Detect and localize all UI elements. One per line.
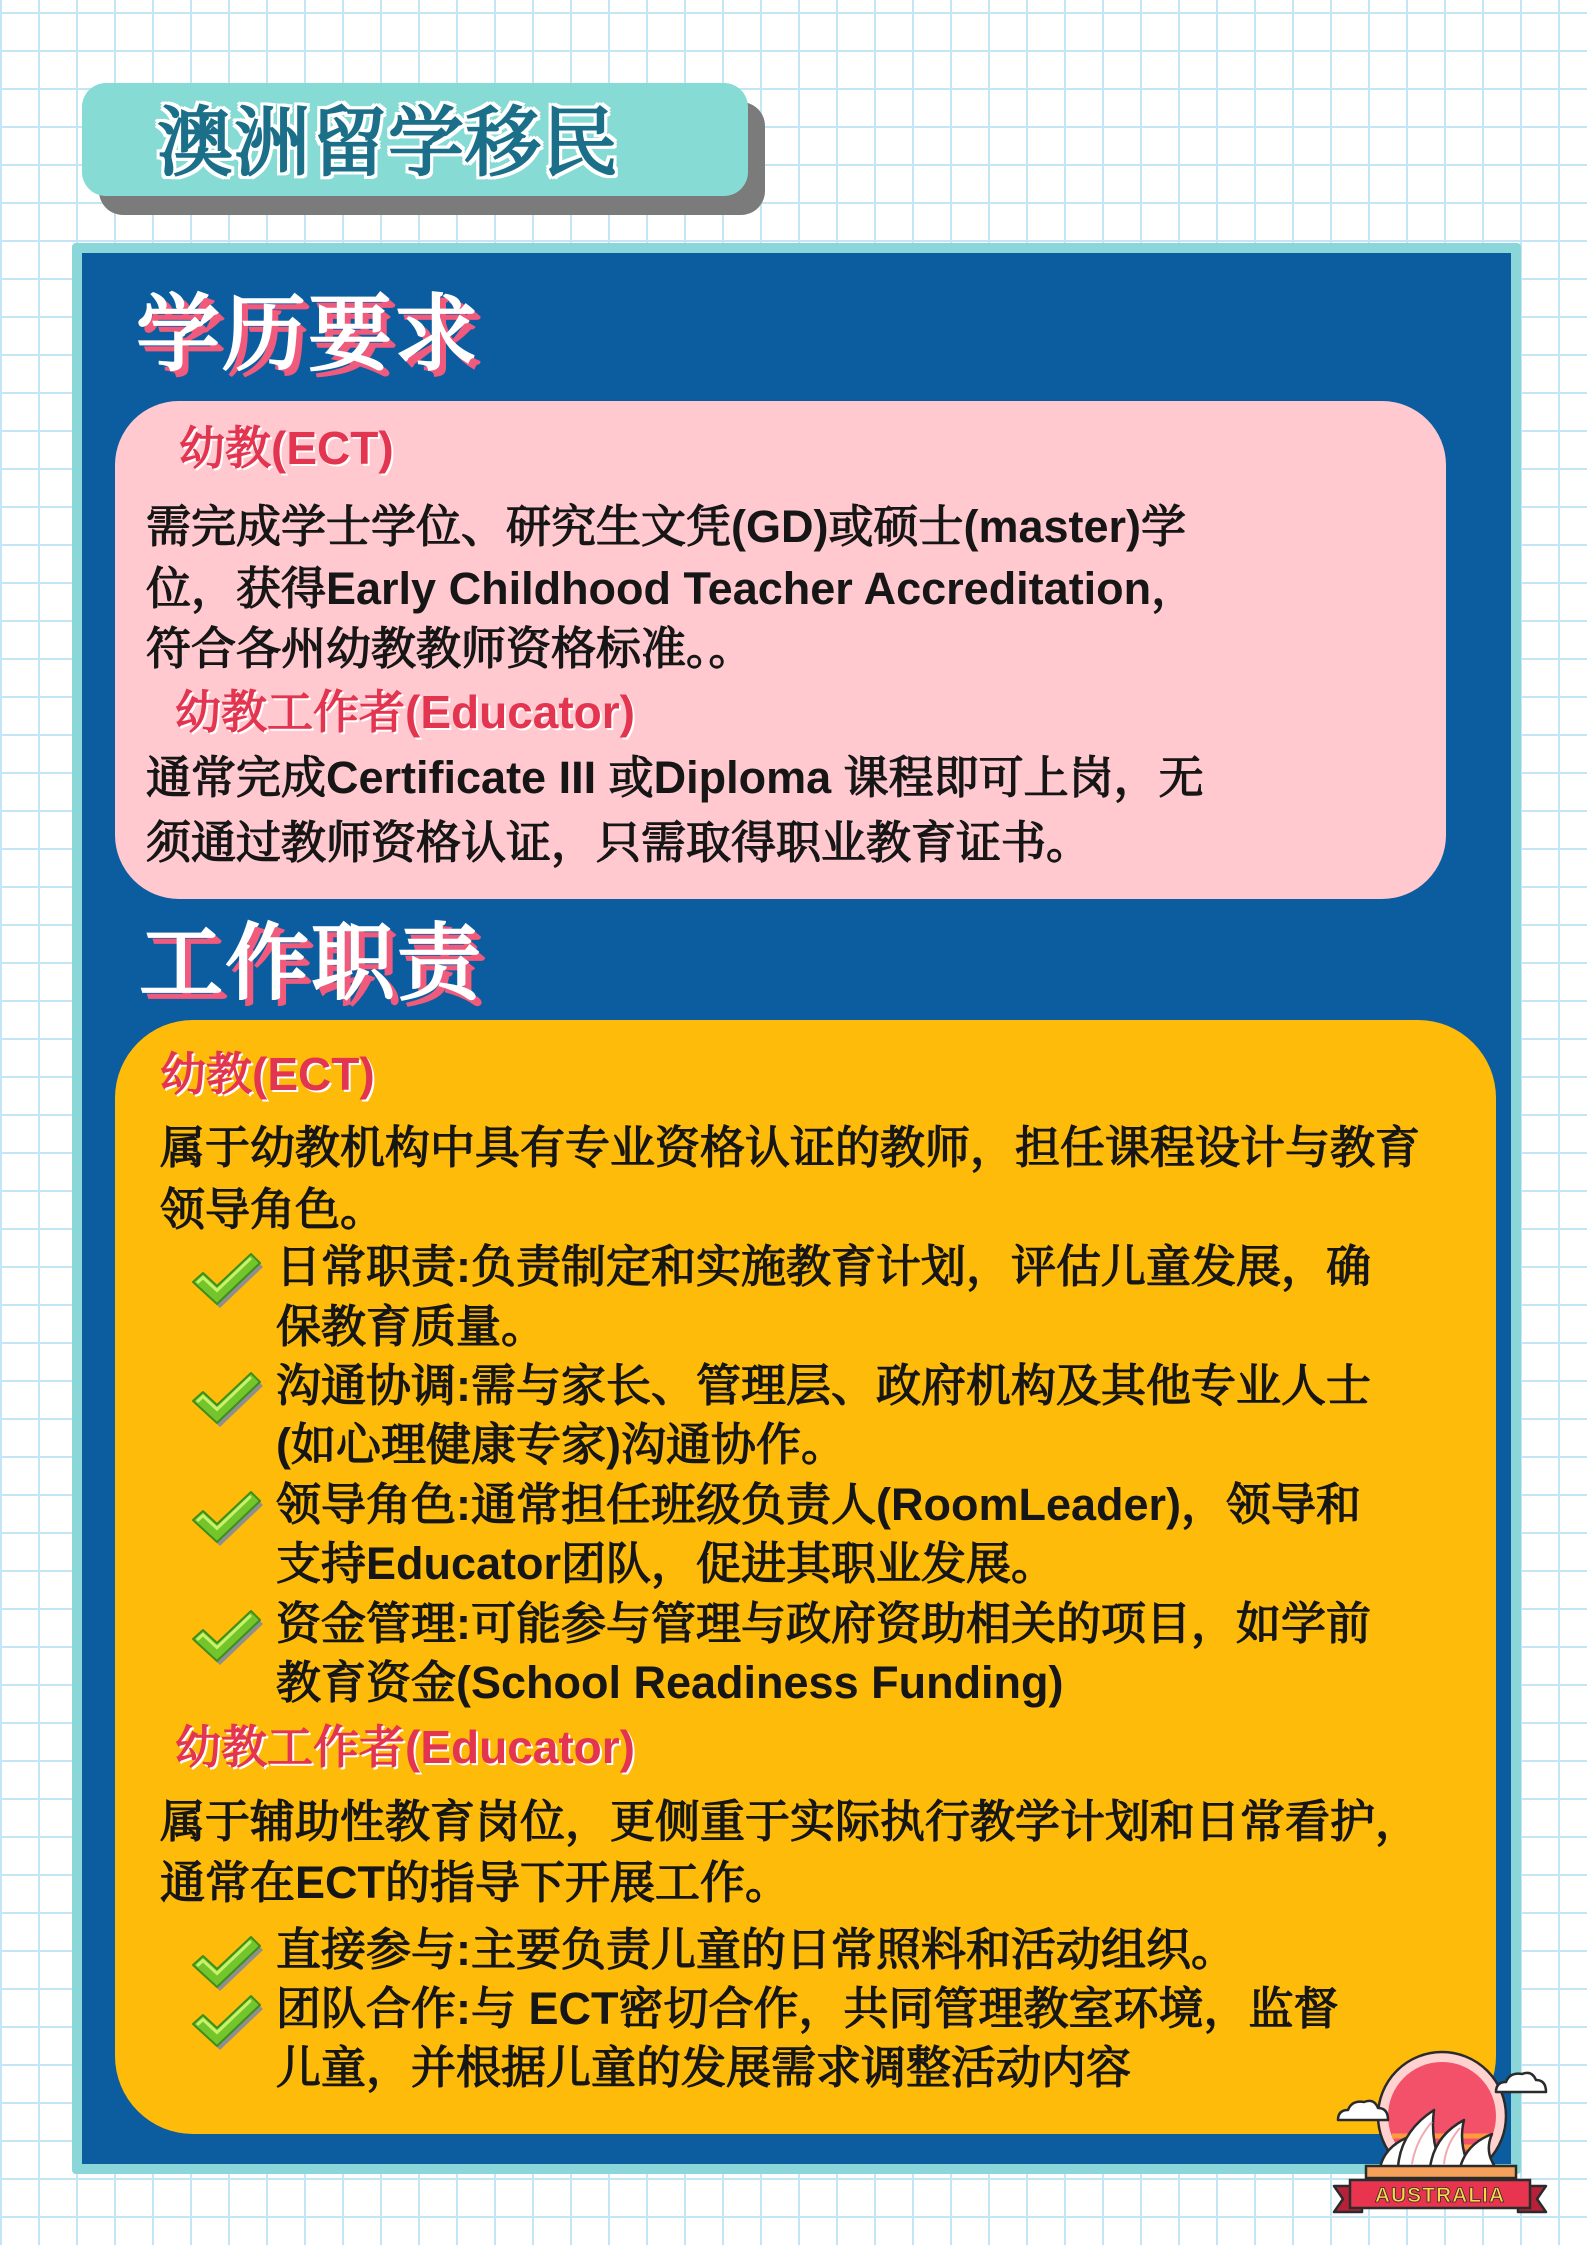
bullet-line: (如心理健康专家)沟通协作。 bbox=[276, 1419, 846, 1470]
paragraph-line: 位，获得Early Childhood Teacher Accreditation， bbox=[146, 563, 1197, 614]
check-icon bbox=[190, 1490, 264, 1548]
paragraph-line: 通常在ECT的指导下开展工作。 bbox=[160, 1857, 791, 1908]
bullet-line: 日常职责:负责制定和实施教育计划，评估儿童发展，确 bbox=[276, 1241, 1371, 1292]
paragraph-line: 通常完成Certificate III 或Diploma 课程即可上岗，无 bbox=[146, 752, 1204, 803]
education-card bbox=[115, 401, 1446, 899]
sydney-opera-house-icon bbox=[1330, 2040, 1550, 2215]
duties-card bbox=[115, 1020, 1496, 2134]
bullet-line: 保教育质量。 bbox=[276, 1301, 547, 1352]
badge-label: AUSTRALIA bbox=[1374, 2184, 1506, 2207]
educator-subtitle: 幼教工作者(Educator) bbox=[175, 686, 635, 738]
ect-subtitle: 幼教(ECT) bbox=[179, 422, 394, 474]
check-icon bbox=[190, 1371, 264, 1429]
check-icon bbox=[190, 1252, 264, 1310]
bullet-line: 团队合作:与 ECT密切合作，共同管理教室环境，监督 bbox=[276, 1983, 1339, 2034]
main-panel bbox=[72, 243, 1521, 2174]
check-icon bbox=[190, 1609, 264, 1667]
paragraph-line: 需完成学士学位、研究生文凭(GD)或硕士(master)学 bbox=[146, 501, 1187, 552]
educator-subtitle: 幼教工作者(Educator) bbox=[175, 1721, 635, 1773]
bullet-line: 支持Educator团队，促进其职业发展。 bbox=[276, 1538, 1057, 1589]
page-title: 澳洲留学移民 bbox=[157, 101, 619, 186]
title-tag bbox=[82, 83, 748, 196]
bullet-line: 教育资金(School Readiness Funding) bbox=[276, 1657, 1064, 1708]
bullet-line: 领导角色:通常担任班级负责人(RoomLeader)，领导和 bbox=[276, 1479, 1362, 1530]
opera-house-base bbox=[1366, 2166, 1516, 2178]
bullet-line: 沟通协调:需与家长、管理层、政府机构及其他专业人士 bbox=[276, 1360, 1371, 1411]
bullet-line: 直接参与:主要负责儿童的日常照料和活动组织。 bbox=[276, 1924, 1236, 1975]
check-icon bbox=[190, 1994, 264, 2052]
paragraph-line: 属于辅助性教育岗位，更侧重于实际执行教学计划和日常看护， bbox=[160, 1796, 1421, 1847]
paragraph-line: 须通过教师资格认证，只需取得职业教育证书。 bbox=[146, 817, 1092, 868]
paragraph-line: 符合各州幼教教师资格标准。。 bbox=[146, 623, 754, 674]
ect-subtitle: 幼教(ECT) bbox=[160, 1048, 375, 1100]
bullet-line: 儿童，并根据儿童的发展需求调整活动内容 bbox=[276, 2042, 1132, 2093]
check-icon bbox=[190, 1935, 264, 1993]
section-heading-duties: 工作职责 bbox=[139, 916, 484, 1010]
section-heading-education: 学历要求 bbox=[136, 287, 481, 381]
bullet-line: 资金管理:可能参与管理与政府资助相关的项目，如学前 bbox=[276, 1598, 1371, 1649]
paragraph-line: 领导角色。 bbox=[160, 1184, 386, 1235]
paragraph-line: 属于幼教机构中具有专业资格认证的教师，担任课程设计与教育 bbox=[160, 1122, 1421, 1173]
